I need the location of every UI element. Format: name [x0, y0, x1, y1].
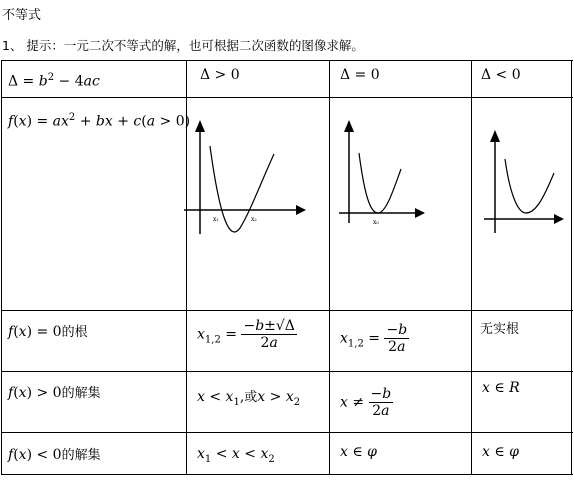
roots-double-formula: $x_{1,2}$ = $\frac{-b}{2a}$	[340, 322, 408, 355]
positive-solution-two-roots: $x < x_1$,或$x > x_2$	[197, 389, 301, 408]
root-x1-label: x₁	[213, 216, 219, 223]
table-col-divider	[329, 60, 330, 475]
table-row-divider	[1, 432, 573, 433]
table-border-right	[571, 60, 572, 475]
function-label: $f(x) = ax^2$ + bx + c(a > 0)	[8, 112, 191, 130]
table-border-top	[1, 60, 573, 61]
negative-solution-one-root: x ∈ φ	[340, 444, 377, 460]
negative-solution-two-roots: $x_1 < x < x_2$	[197, 446, 275, 465]
header-delta-eq-zero: Δ = 0	[340, 67, 380, 83]
page-heading: 不等式	[2, 8, 42, 23]
header-delta-lt-zero: Δ < 0	[481, 67, 521, 83]
table-border-bottom	[1, 474, 573, 475]
roots-two-formula: $x_{1,2}$ = $\frac{-b\pm√\Delta}{2a}$	[197, 318, 295, 351]
roots-label: f(x) = 0的根	[8, 324, 88, 340]
positive-solution-no-root: x ∈ R	[482, 380, 520, 396]
positive-solution-one-root: x ≠ $\frac{-b}{2a}$	[340, 386, 392, 419]
parabola-graph-two-roots	[180, 110, 310, 240]
table-row-divider	[1, 97, 573, 98]
header-delta-gt-zero: Δ > 0	[200, 67, 240, 83]
table-row-divider	[1, 310, 573, 311]
parabola-graph-no-root	[480, 125, 570, 235]
negative-solution-no-root: x ∈ φ	[482, 444, 519, 460]
table-row-divider	[1, 371, 573, 372]
header-discriminant: $\Delta = b^2 - 4ac$	[8, 72, 100, 90]
table-col-divider	[471, 60, 472, 475]
table-border-left	[1, 60, 2, 475]
parabola-graph-one-root	[335, 115, 435, 235]
root-x2-label: x₂	[251, 216, 257, 223]
positive-solution-label: f(x) > 0的解集	[8, 385, 101, 401]
roots-none: 无实根	[480, 322, 520, 337]
hint-text: 1、 提示：一元二次不等式的解，也可根据二次函数的图像求解。	[2, 38, 364, 53]
negative-solution-label: f(x) < 0的解集	[8, 447, 101, 463]
root-x0-label: x₀	[373, 219, 379, 226]
